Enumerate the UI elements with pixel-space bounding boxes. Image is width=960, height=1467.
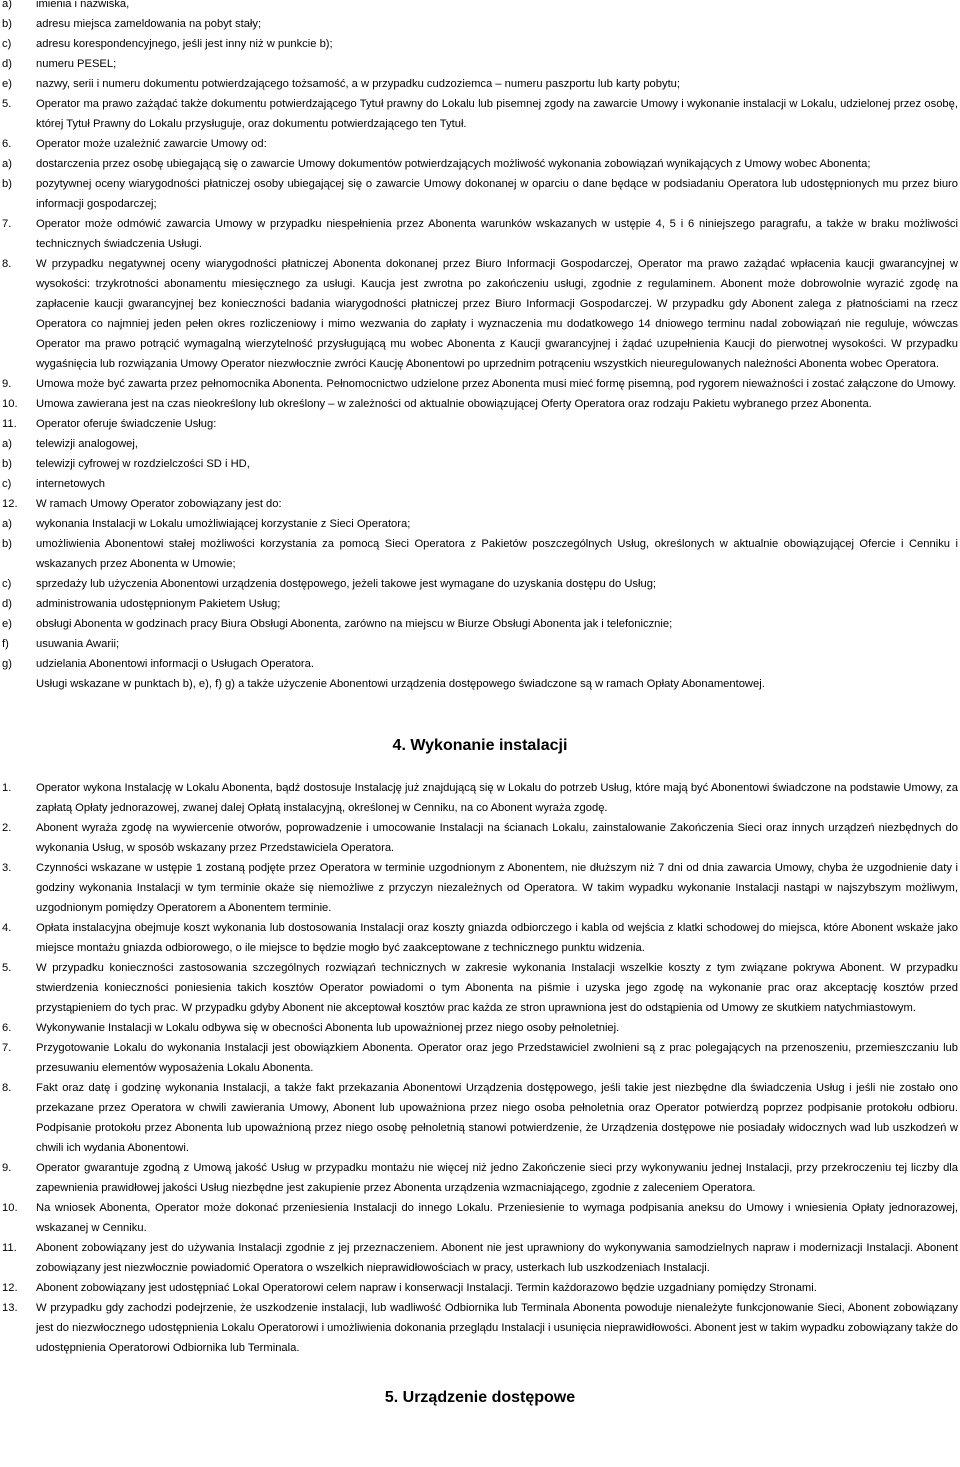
clause-marker: 12. xyxy=(2,1282,18,1294)
clause-item xyxy=(0,214,960,254)
clause-item xyxy=(0,574,960,594)
clause-text: Umowa może być zawarta przez pełnomocnika Abonenta. Pełnomocnictwo udzielone przez Abonenta musi mieć formę pisemną, pod rygorem nieważności i zostać załączone do Umowy. xyxy=(36,378,957,390)
clause-list-installation xyxy=(0,778,960,1358)
clause-marker: c) xyxy=(2,578,12,590)
clause-item xyxy=(0,414,960,434)
clause-marker: 10. xyxy=(2,1202,18,1214)
clause-item xyxy=(0,0,960,14)
clause-item xyxy=(0,434,960,454)
clause-text: Wykonywanie Instalacji w Lokalu odbywa się w obecności Abonenta lub upoważnionej przez niego osoby pełnoletniej. xyxy=(36,1022,620,1034)
clause-marker: f) xyxy=(2,638,9,650)
clause-marker: e) xyxy=(2,618,12,630)
clause-item xyxy=(0,134,960,154)
clause-item xyxy=(0,594,960,614)
clause-marker: 6. xyxy=(2,1022,12,1034)
clause-marker: 4. xyxy=(2,922,12,934)
clause-item xyxy=(0,1158,960,1198)
clause-text: Operator wykona Instalację w Lokalu Abonenta, bądź dostosuje Instalację już znajdującą się w Lokalu do potrzeb Usług, które mają być Abonentowi świadczone na podstawie Umowy, za zapłatą Opłaty jednorazowej, zwanej dalej Opłatą instalacyjną, określonej w Cenniku, na co Abonent wyraża zgodę. xyxy=(36,782,958,814)
clause-item xyxy=(0,634,960,654)
clause-text: Operator może odmówić zawarcia Umowy w przypadku niespełnienia przez Abonenta warunków wskazanych w ustępie 4, 5 i 6 niniejszego paragrafu, a także w braku możliwości technicznych świadczenia Usługi. xyxy=(36,218,958,250)
clause-text: internetowych xyxy=(36,478,106,490)
clause-marker: c) xyxy=(2,38,12,50)
clause-item xyxy=(0,494,960,514)
clause-text: Operator ma prawo zażądać także dokumentu potwierdzającego Tytuł prawny do Lokalu lub pisemnej zgody na zawarcie Umowy i wykonanie instalacji w Lokalu, udzielonej przez osobę, której Tytuł Prawny do Lokalu przysługuje, oraz dokumentu potwierdzającego ten Tytuł. xyxy=(36,98,958,130)
clause-text: Na wniosek Abonenta, Operator może dokonać przeniesienia Instalacji do innego Lokalu. Przeniesienie to wymaga podpisania aneksu do Umowy i wniesienia Opłaty jednorazowej, wskazanej w Cenniku. xyxy=(36,1202,958,1234)
clause-text: W przypadku konieczności zastosowania szczególnych rozwiązań technicznych w zakresie wykonania Instalacji wszelkie koszty z tym związane pokrywa Abonent. W przypadku stwierdzenia konieczności poniesienia takich kosztów Operator powiadomi o tym Abonenta na piśmie i uzyska jego zgodę na wykonanie prac oraz akceptację kosztów przed przystąpieniem do tych prac. W przypadku gdyby Abonent nie akceptował kosztów prac każda ze stron uprawniona jest do odstąpienia od Umowy ze skutkiem natychmiastowym. xyxy=(36,962,958,1014)
clause-marker: 9. xyxy=(2,378,12,390)
clause-list-continuation xyxy=(0,0,960,674)
clause-item xyxy=(0,34,960,54)
clause-marker: b) xyxy=(2,538,12,550)
clause-marker: d) xyxy=(2,598,12,610)
section-heading-access-device: 5. Urządzenie dostępowe xyxy=(384,1389,576,1406)
clause-marker: g) xyxy=(2,658,12,670)
clause-item xyxy=(0,918,960,958)
clause-item xyxy=(0,818,960,858)
clause-marker: 10. xyxy=(2,398,18,410)
clause-item xyxy=(0,1298,960,1358)
clause-item xyxy=(0,254,960,374)
clause-marker: 12. xyxy=(2,498,18,510)
clause-item xyxy=(0,374,960,394)
clause-text: adresu miejsca zameldowania na pobyt stały; xyxy=(36,18,262,30)
clause-marker: 5. xyxy=(2,962,12,974)
clause-text: Opłata instalacyjna obejmuje koszt wykonania lub dostosowania Instalacji oraz koszty gniazda odbiorczego i kabla od wejścia z klatki schodowej do miejsca, które Abonent wskaże jako miejsce montażu gniazda odbiorowego, o ile miejsce to będzie mogło być zaakceptowane z technicznego punktu widzenia. xyxy=(36,922,958,954)
clause-item xyxy=(0,1018,960,1038)
clause-text: Abonent zobowiązany jest udostępniać Lokal Operatorowi celem napraw i konserwacji Instalacji. Termin każdorazowo będzie uzgadniany pomiędzy Stronami. xyxy=(36,1282,817,1294)
clause-item xyxy=(0,1078,960,1158)
clause-item xyxy=(0,14,960,34)
clause-marker: e) xyxy=(2,78,12,90)
clause-text: Operator oferuje świadczenie Usług: xyxy=(36,418,217,430)
clause-text: Fakt oraz datę i godzinę wykonania Instalacji, a także fakt przekazania Abonentowi Urządzenia dostępowego, jeśli takie jest niezbędne dla świadczenia Usług i jeśli nie zostało ono przekazane przez Operatora w chwili zawierania Umowy, Abonent lub upoważniona przez niego osoba pełnoletnia oraz Operator potwierdzą poprzez podpisanie protokołu odbioru. Podpisanie protokołu przez Abonenta lub upoważnioną przez niego osobę pełnoletnią stanowi potwierdzenie, że Urządzenia dostępowe nie posiadały widocznych wad lub uszkodzeń w chwili ich wydania Abonentowi. xyxy=(36,1082,958,1154)
clause-marker: 8. xyxy=(2,1082,12,1094)
clause-item xyxy=(0,858,960,918)
clause-text: wykonania Instalacji w Lokalu umożliwiającej korzystanie z Sieci Operatora; xyxy=(36,518,411,530)
clause-item xyxy=(0,54,960,74)
billing-note: Usługi wskazane w punktach b), e), f) g) a także użyczenie Abonentowi urządzenia dostępowego świadczone są w ramach Opłaty Abonamentowej. xyxy=(36,678,765,690)
clause-marker: 9. xyxy=(2,1162,12,1174)
clause-text: Operator gwarantuje zgodną z Umową jakość Usług w przypadku montażu nie więcej niż jedno Zakończenie sieci przy wykonywaniu jednej Instalacji, przy przekroczeniu tej liczby dla zapewnienia prawidłowej jakości Usług niezbędne jest zakupienie przez Abonenta urządzenia wzmacniającego, zgodnie z zaleceniem Operatora. xyxy=(36,1162,958,1194)
clause-text: Przygotowanie Lokalu do wykonania Instalacji jest obowiązkiem Abonenta. Operator oraz jego Przedstawiciel zwolnieni są z prac polegających na przenoszeniu, przemieszczaniu lub przesuwaniu elementów wyposażenia Lokalu Abonenta. xyxy=(36,1042,958,1074)
clause-text: administrowania udostępnionym Pakietem Usług; xyxy=(36,598,281,610)
clause-text: umożliwienia Abonentowi stałej możliwości korzystania za pomocą Sieci Operatora z Pakietów poszczególnych Usług, określonych w aktualnie obowiązującej Ofercie i Cenniku i wskazanych przez Abonenta w Umowie; xyxy=(36,538,958,570)
clause-marker: 11. xyxy=(2,418,17,430)
clause-item xyxy=(0,1238,960,1278)
clause-marker: 1. xyxy=(2,782,12,794)
clause-text: imienia i nazwiska, xyxy=(36,0,130,10)
clause-text: W ramach Umowy Operator zobowiązany jest do: xyxy=(36,498,282,510)
clause-marker: 13. xyxy=(2,1302,18,1314)
clause-text: pozytywnej oceny wiarygodności płatniczej osoby ubiegającej się o zawarcie Umowy dokonanej w oparciu o dane będące w podsiadaniu Operatora lub udostępnionych mu przez biuro informacji gospodarczej; xyxy=(36,178,958,210)
clause-text: telewizji analogowej, xyxy=(36,438,138,450)
clause-item xyxy=(0,1038,960,1078)
clause-marker: 7. xyxy=(2,218,12,230)
clause-item xyxy=(0,174,960,214)
clause-marker: a) xyxy=(2,158,12,170)
clause-text: usuwania Awarii; xyxy=(36,638,120,650)
clause-marker: a) xyxy=(2,518,12,530)
clause-marker: d) xyxy=(2,58,12,70)
clause-item xyxy=(0,394,960,414)
clause-item xyxy=(0,958,960,1018)
clause-marker: 5. xyxy=(2,98,12,110)
clause-text: adresu korespondencyjnego, jeśli jest inny niż w punkcie b); xyxy=(36,38,333,50)
clause-item xyxy=(0,534,960,574)
clause-text: W przypadku negatywnej oceny wiarygodności płatniczej Abonenta dokonanej przez Biuro Informacji Gospodarczej, Operator ma prawo zażądać wpłacenia kaucji gwarancyjnej w wysokości: trzykrotności abonamentu miesięcznego za usługi. Kaucja jest zwrotna po zakończeniu usługi, zgodnie z regulaminem. Abonent może dobrowolnie wyrazić zgodę na zapłacenie kaucji gwarancyjnej bez konieczności badania wiarygodności płatniczej przez Biuro Informacji Gospodarczej. W przypadku gdy Abonent zalega z płatnościami na rzecz Operatora co najmniej jeden pełen okres rozliczeniowy i mimo wezwania do zapłaty i wyznaczenia mu dodatkowego 14 dniowego terminu nadal zobowiązań nie reguluje, wówczas Operator ma prawo potrącić wymagalną wierzytelność przysługującą mu wobec Abonenta z Kaucji gwarancyjnej i żądać uzupełnienia Kaucji do pierwotnej wysokości. W przypadku wygaśnięcia lub rozwiązania Umowy Operator niezwłocznie zwróci Kaucję Abonentowi po uprzednim potrąceniu wszystkich nieuregulowanych należności Abonenta wobec Operatora. xyxy=(36,258,958,370)
clause-marker: a) xyxy=(2,438,12,450)
clause-text: telewizji cyfrowej w rozdzielczości SD i HD, xyxy=(36,458,250,470)
clause-item xyxy=(0,474,960,494)
clause-marker: a) xyxy=(2,0,12,10)
clause-marker: 11. xyxy=(2,1242,17,1254)
clause-item xyxy=(0,654,960,674)
clause-text: obsługi Abonenta w godzinach pracy Biura Obsługi Abonenta, zarówno na miejscu w Biurze Obsługi Abonenta jak i telefonicznie; xyxy=(36,618,673,630)
clause-text: Czynności wskazane w ustępie 1 zostaną podjęte przez Operatora w terminie uzgodnionym z Abonentem, nie dłuższym niż 7 dni od dnia zawarcia Umowy, chyba że uzgodnienie daty i godziny wykonania Instalacji w tym terminie okaże się niemożliwe z przyczyn niezależnych od Operatora. W takim wypadku wykonanie Instalacji nastąpi w najszybszym możliwym, uzgodnionym pomiędzy Operatorem a Abonentem terminie. xyxy=(36,862,958,914)
clause-marker: 8. xyxy=(2,258,12,270)
clause-item xyxy=(0,614,960,634)
clause-text: W przypadku gdy zachodzi podejrzenie, że uszkodzenie instalacji, lub wadliwość Odbiornika lub Terminala Abonenta powoduje nienależyte funkcjonowanie Sieci, Abonent zobowiązany jest do niezwłocznego udostępnienia Lokalu Operatorowi i umożliwienia dokonania przeglądu Instalacji i usunięcia nieprawidłowości. Abonent jest w takim wypadku zobowiązany także do udostępnienia Operatorowi Odbiornika lub Terminala. xyxy=(36,1302,958,1354)
clause-item xyxy=(0,1198,960,1238)
clause-marker: b) xyxy=(2,178,12,190)
clause-item xyxy=(0,74,960,94)
clause-item xyxy=(0,454,960,474)
clause-item xyxy=(0,154,960,174)
clause-text: Umowa zawierana jest na czas nieokreślony lub określony – w zależności od aktualnie obowiązującej Oferty Operatora oraz rodzaju Pakietu wybranego przez Abonenta. xyxy=(36,398,872,410)
clause-text: numeru PESEL; xyxy=(36,58,117,70)
section-heading-installation: 4. Wykonanie instalacji xyxy=(392,737,568,754)
clause-marker: 7. xyxy=(2,1042,12,1054)
clause-text: udzielania Abonentowi informacji o Usługach Operatora. xyxy=(36,658,314,670)
clause-marker: c) xyxy=(2,478,12,490)
clause-item xyxy=(0,778,960,818)
clause-marker: 2. xyxy=(2,822,12,834)
clause-item xyxy=(0,514,960,534)
clause-text: nazwy, serii i numeru dokumentu potwierdzającego tożsamość, a w przypadku cudzoziemca – numeru paszportu lub karty pobytu; xyxy=(36,78,681,90)
clause-marker: 3. xyxy=(2,862,12,874)
clause-marker: b) xyxy=(2,18,12,30)
clause-text: Abonent zobowiązany jest do używania Instalacji zgodnie z jej przeznaczeniem. Abonent nie jest uprawniony do wykonywania samodzielnych napraw i modernizacji Instalacji. Abonent zobowiązany jest niezwłocznie powiadomić Operatora o wszelkich nieprawidłowościach w pracy, usterkach lub uszkodzeniach Instalacji. xyxy=(36,1242,958,1274)
clause-marker: b) xyxy=(2,458,12,470)
clause-text: Operator może uzależnić zawarcie Umowy od: xyxy=(36,138,267,150)
clause-text: sprzedaży lub użyczenia Abonentowi urządzenia dostępowego, jeżeli takowe jest wymagane do uzyskania dostępu do Usług; xyxy=(36,578,657,590)
clause-item xyxy=(0,94,960,134)
clause-marker: 6. xyxy=(2,138,12,150)
clause-item xyxy=(0,1278,960,1298)
clause-text: dostarczenia przez osobę ubiegającą się o zawarcie Umowy dokumentów potwierdzających możliwość wykonania zobowiązań wynikających z Umowy wobec Abonenta; xyxy=(36,158,871,170)
clause-text: Abonent wyraża zgodę na wywiercenie otworów, poprowadzenie i umocowanie Instalacji na ścianach Lokalu, zainstalowanie Zakończenia Sieci oraz innych urządzeń niezbędnych do wykonania Usług, w sposób wskazany przez Przedstawiciela Operatora. xyxy=(36,822,958,854)
